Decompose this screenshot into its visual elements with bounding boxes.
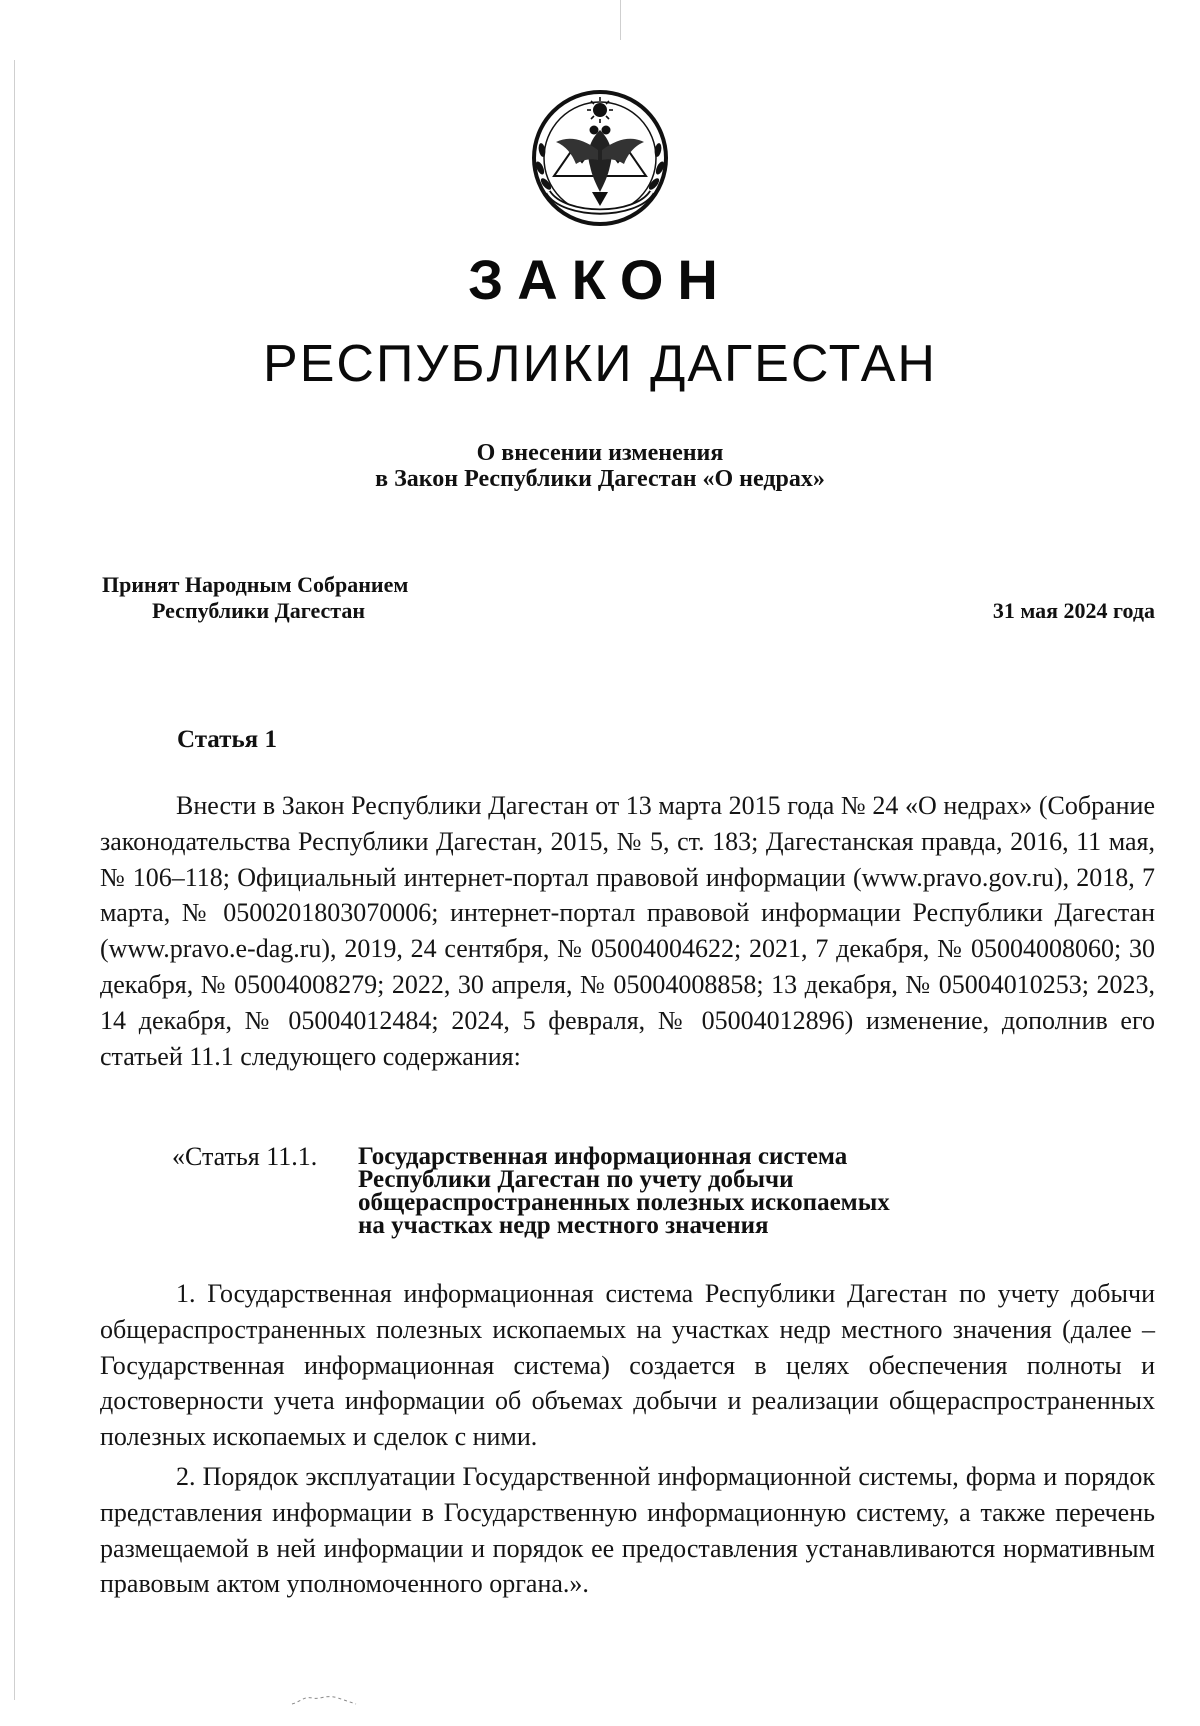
article-1-body: [100, 788, 1155, 1074]
article-11-1-title-line1: Государственная информационная система: [358, 1143, 848, 1170]
article-11-1-header: [172, 1142, 992, 1239]
article-11-1-title-line4: на участках недр местного значения: [358, 1212, 769, 1239]
article-11-1-point-1: [100, 1276, 1155, 1455]
document-subtitle: РЕСПУБЛИКИ ДАГЕСТАН: [263, 335, 937, 393]
point-1-text: 1. Государственная информационная система Республики Дагестан по учету добычи общераспространенных полезных ископаемых на участках недр местного значения (далее – Государственная информационная система) создается в целях обеспечения полноты и достоверности учета информации об объемах добычи и реализации общераспространенных полезных ископаемых и сделок с ними.: [100, 1279, 1155, 1452]
adoption-note: [102, 572, 408, 624]
article-11-1-title-line2: Республики Дагестан по учету добычи: [358, 1166, 794, 1193]
document-title: ЗАКОН: [468, 248, 732, 311]
article-1-paragraph: Внести в Закон Республики Дагестан от 13 марта 2015 года № 24 «О недрах» (Собрание законодательства Республики Дагестан, 2015, № 5, ст. 183; Дагестанская правда, 2016, 11 мая, № 106–118; Официальный интернет-портал правовой информации (www.pravo.gov.ru), 2018, 7 марта, № 0500201803070006; интернет-портал правовой информации Республики Дагестан (www.pravo.e-dag.ru), 2019, 24 сентября, № 05004004622; 2021, 7 декабря, № 05004008060; 30 декабря, № 05004008279; 2022, 30 апреля, № 05004008858; 13 декабря, № 05004010253; 2023, 14 декабря, № 05004012484; 2024, 5 февраля, № 05004012896) изменение, дополнив его статьей 11.1 следующего содержания:: [100, 791, 1155, 1071]
article-11-1-title: [358, 1145, 890, 1237]
law-subject-line1: О внесении изменения: [476, 440, 724, 466]
article-11-1-title-line3: общераспространенных полезных ископаемых: [358, 1189, 890, 1216]
adoption-date: 31 мая 2024 года: [992, 598, 1155, 623]
scan-artifact: [290, 1690, 360, 1710]
article-1-heading: Статья 1: [177, 726, 277, 753]
article-11-1-point-2: [100, 1459, 1155, 1602]
point-2-text: 2. Порядок эксплуатации Государственной информационной системы, форма и порядок представления информации в Государственную информационную систему, а также перечень размещаемой в ней информации и порядок ее предоставления устанавливаются нормативным правовым актом уполномоченного органа.».: [100, 1462, 1155, 1599]
law-subject-line2: в Закон Республики Дагестан «О недрах»: [375, 466, 825, 492]
article-11-1-number: «Статья 11.1.: [172, 1142, 318, 1171]
adoption-line2: Республики Дагестан: [152, 598, 366, 623]
coat-of-arms-emblem: [520, 80, 680, 240]
law-subject: [0, 440, 1200, 492]
scan-edge-line-top: [620, 0, 621, 40]
adoption-line1: Принят Народным Собранием: [102, 572, 409, 597]
